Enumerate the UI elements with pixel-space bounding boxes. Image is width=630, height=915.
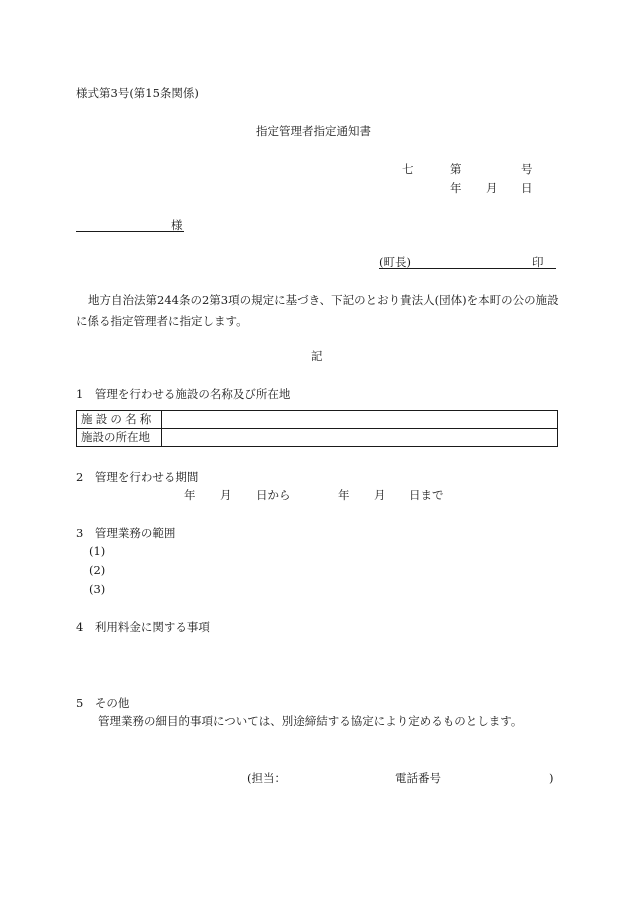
facility-name-value[interactable] [162,411,558,429]
scope-item-1: (1) [89,544,106,558]
doc-number-prefix: 七 [402,162,414,176]
addressee-line [76,231,184,232]
section5-text: 管理業務の細目的事項については、別途締結する協定により定めるものとします。 [98,714,523,728]
addressee-suffix: 様 [171,218,183,232]
period-end-year: 年 [338,488,350,502]
facility-location-label: 施設の所在地 [77,429,162,447]
section3-heading: 3 管理業務の範囲 [76,526,176,540]
body-paragraph: 地方自治法第244条の2第3項の規定に基づき、下記のとおり貴法人(団体)を本町の公の施設に係る指定管理者に指定します。 [76,293,559,328]
doc-number-dai: 第 [450,162,462,176]
period-end-day: 日まで [409,488,444,502]
seal-mark: 印 [532,255,544,269]
sender-title: (町長) [379,255,411,269]
date-month: 月 [486,181,498,195]
section1-heading: 1 管理を行わせる施設の名称及び所在地 [76,387,291,401]
scope-item-3: (3) [89,582,106,596]
facility-name-label: 施設の名称 [77,411,162,429]
period-start-year: 年 [184,488,196,502]
period-end-month: 月 [374,488,386,502]
doc-number-go: 号 [521,162,533,176]
period-start-month: 月 [220,488,232,502]
section4-heading: 4 利用料金に関する事項 [76,620,210,634]
document-title: 指定管理者指定通知書 [256,124,371,138]
contact-close-paren: ) [549,771,554,785]
facility-location-value[interactable] [162,429,558,447]
section5-heading: 5 その他 [76,696,130,710]
scope-item-2: (2) [89,563,106,577]
contact-person-label: (担当： [247,771,286,785]
table-row [77,411,558,429]
date-day: 日 [521,181,533,195]
section2-heading: 2 管理を行わせる期間 [76,470,199,484]
facility-table [76,410,558,447]
contact-phone-label: 電話番号 [395,771,441,785]
date-year: 年 [450,181,462,195]
period-start-day: 日から [256,488,291,502]
form-number: 様式第3号(第15条関係) [76,86,199,100]
table-row [77,429,558,447]
ki-heading: 記 [311,349,323,363]
